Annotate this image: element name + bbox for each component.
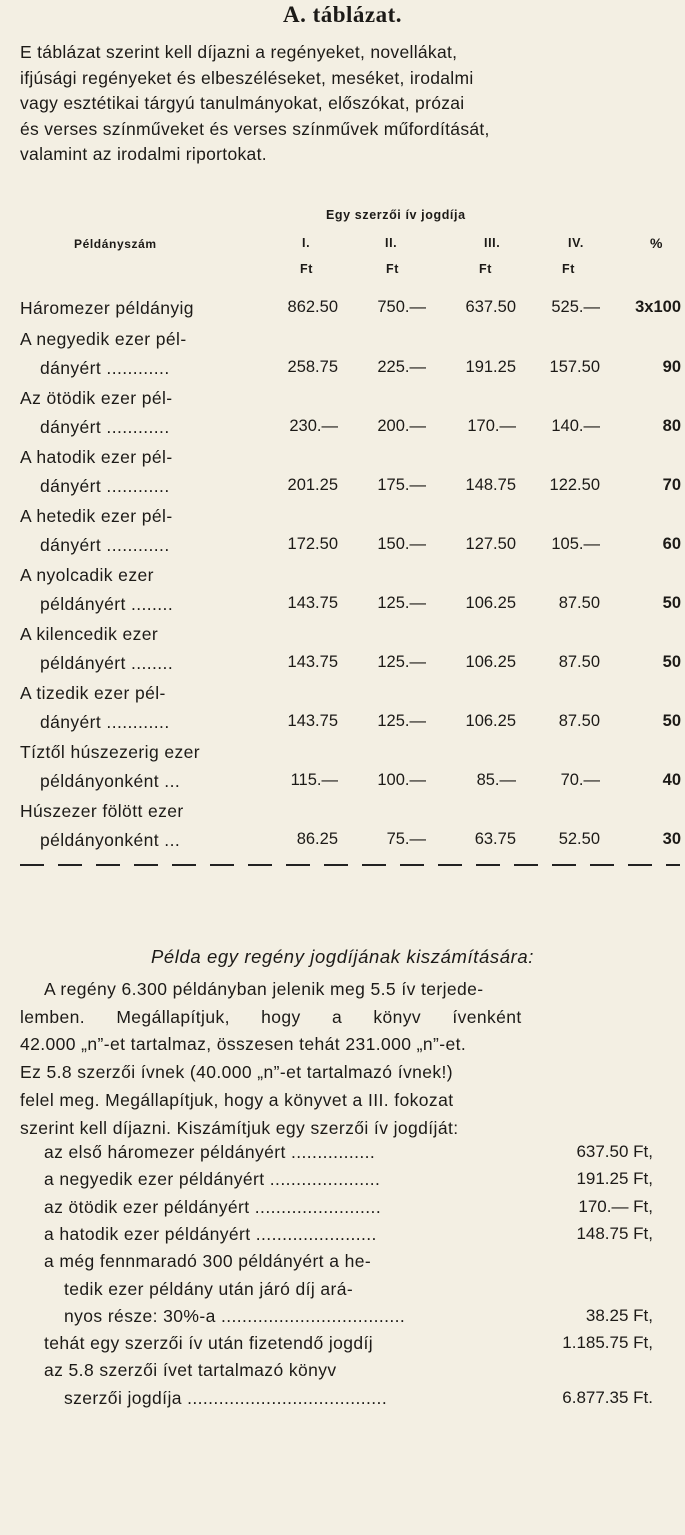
table-row-label: példányért ........: [40, 594, 174, 614]
table-cell: 637.50: [465, 298, 516, 316]
col-header-i: I.: [302, 236, 311, 250]
calc-value: 191.25 Ft,: [576, 1169, 653, 1189]
calc-line: az első háromezer példányért ................: [44, 1142, 376, 1162]
calc-value: 170.— Ft,: [578, 1196, 653, 1216]
calc-line: az 5.8 szerzői ívet tartalmazó könyv: [44, 1360, 337, 1381]
example-paragraph: [20, 976, 680, 1142]
table-cell: 143.75: [287, 653, 338, 671]
table-cell: 106.25: [465, 712, 516, 730]
table-row-label: dányért ............: [40, 535, 170, 555]
table-cell-percent: 3x100: [635, 298, 681, 316]
table-cell: 157.50: [549, 358, 600, 376]
table-cell: 862.50: [287, 298, 338, 316]
calc-line: a negyedik ezer példányért .....................: [44, 1169, 381, 1190]
table-row-label: A hetedik ezer pél-: [20, 505, 173, 526]
calc-line: nyos része: 30%-a ...................................: [64, 1305, 406, 1326]
para-line: lemben. Megállapítjuk, hogy a könyv ívenként: [20, 1006, 522, 1027]
table-cell: 87.50: [558, 653, 600, 671]
intro-line: E táblázat szerint kell díjazni a regényeket, novellákat,: [20, 42, 458, 62]
table-cell: 172.50: [287, 535, 338, 553]
intro-line: és verses színműveket és verses színművek műfordítását,: [20, 118, 490, 139]
table-title: A. táblázat.: [282, 2, 403, 27]
table-cell: 105.—: [551, 535, 600, 553]
table-cell: 85.—: [476, 771, 516, 789]
table-cell: 125.—: [377, 594, 426, 612]
table-row-label: Az ötödik ezer pél-: [20, 387, 173, 408]
table-cell-percent: 40: [662, 771, 681, 789]
table-cell: 750.—: [377, 298, 426, 316]
unit-i: Ft: [300, 262, 313, 276]
table-cell: 86.25: [296, 830, 338, 848]
col-header-ii: II.: [385, 236, 398, 250]
table-cell-percent: 90: [662, 358, 681, 376]
table-cell: 70.—: [560, 771, 600, 789]
group-header: Egy szerzői ív jogdíja: [326, 208, 466, 222]
para-line: Ez 5.8 szerzői ívnek (40.000 „n”-et tartalmazó ívnek!): [20, 1062, 454, 1083]
table-cell-percent: 50: [662, 712, 681, 730]
table-cell: 106.25: [465, 594, 516, 612]
calc-value: 148.75 Ft,: [576, 1223, 653, 1243]
table-cell: 170.—: [467, 417, 516, 435]
table-cell: 201.25: [287, 476, 338, 494]
table-cell: 63.75: [474, 830, 516, 848]
table-row-label: példányonként ...: [40, 771, 181, 791]
calc-value: 6.877.35 Ft.: [562, 1387, 653, 1407]
table-row-label: példányonként ...: [40, 830, 181, 850]
calc-line: tedik ezer példány után járó díj ará-: [64, 1278, 354, 1299]
calc-line: az ötödik ezer példányért ........................: [44, 1196, 382, 1217]
table-cell: 200.—: [377, 417, 426, 435]
table-cell: 143.75: [287, 594, 338, 612]
intro-line: ifjúsági regényeket és elbeszéléseket, meséket, irodalmi: [20, 67, 474, 88]
calc-value: 637.50 Ft,: [576, 1142, 653, 1161]
table-cell: 52.50: [558, 830, 600, 848]
table-cell: 87.50: [558, 712, 600, 730]
calc-line: tehát egy szerzői ív után fizetendő jogdíj: [44, 1333, 374, 1354]
intro-paragraph: [20, 40, 680, 168]
table-cell: 225.—: [377, 358, 426, 376]
table-cell: 143.75: [287, 712, 338, 730]
calc-value: 1.185.75 Ft,: [562, 1333, 653, 1353]
table-row-label: Húszezer fölött ezer: [20, 800, 184, 821]
table-cell: 258.75: [287, 358, 338, 376]
table-cell: 122.50: [549, 476, 600, 494]
table-row-label: Háromezer példányig: [20, 298, 194, 318]
para-line: szerint kell díjazni. Kiszámítjuk egy szerzői ív jogdíját:: [20, 1117, 459, 1138]
table-cell: 150.—: [377, 535, 426, 553]
calc-line: a hatodik ezer példányért .......................: [44, 1223, 377, 1244]
table-cell-percent: 80: [662, 417, 681, 435]
table-cell-percent: 60: [662, 535, 681, 553]
table-row-label: dányért ............: [40, 712, 170, 732]
table-cell: 115.—: [290, 771, 338, 789]
table-cell-percent: 30: [662, 830, 681, 848]
table-cell: 140.—: [551, 417, 600, 435]
table-row-label: A kilencedik ezer: [20, 623, 159, 644]
table-row-label: dányért ............: [40, 417, 170, 437]
table-cell-percent: 70: [662, 476, 681, 494]
para-line: felel meg. Megállapítjuk, hogy a könyvet a III. fokozat: [20, 1089, 454, 1110]
table-row-label: A hatodik ezer pél-: [20, 446, 173, 467]
table-row-label: példányért ........: [40, 653, 174, 673]
example-title: Példa egy regény jogdíjának kiszámítására:: [150, 946, 535, 967]
table-row-label: Tíztől húszezerig ezer: [20, 741, 200, 762]
table-row-label: dányért ............: [40, 476, 170, 496]
table-cell-percent: 50: [662, 594, 681, 612]
table-cell: 100.—: [377, 771, 426, 789]
col-header-pct: %: [650, 235, 664, 251]
table-cell: 525.—: [551, 298, 600, 316]
table-cell: 148.75: [465, 476, 516, 494]
table-cell: 230.—: [289, 417, 338, 435]
table-cell: 125.—: [377, 653, 426, 671]
intro-line: vagy esztétikai tárgyú tanulmányokat, előszókat, prózai: [20, 93, 465, 114]
para-line: 42.000 „n”-et tartalmaz, összesen tehát 231.000 „n”-et.: [20, 1034, 467, 1055]
unit-ii: Ft: [386, 262, 399, 276]
table-cell: 127.50: [465, 535, 516, 553]
table-cell: 106.25: [465, 653, 516, 671]
table-cell: 125.—: [377, 712, 426, 730]
table-cell: 87.50: [558, 594, 600, 612]
table-cell: 75.—: [386, 830, 426, 848]
dashed-divider: [20, 864, 680, 866]
table-cell: 191.25: [465, 358, 516, 376]
calc-line: szerzői jogdíja ......................................: [64, 1387, 388, 1408]
col-header-iii: III.: [484, 236, 501, 250]
unit-iv: Ft: [562, 262, 575, 276]
table-row-label: A nyolcadik ezer: [20, 564, 154, 585]
table-row-label: A negyedik ezer pél-: [20, 328, 187, 349]
calc-line: a még fennmaradó 300 példányért a he-: [44, 1251, 372, 1272]
col-header-iv: IV.: [568, 236, 584, 250]
table-cell: 175.—: [377, 476, 426, 494]
table-cell-percent: 50: [662, 653, 681, 671]
table-row-label: A tizedik ezer pél-: [20, 682, 166, 703]
table-row-label: dányért ............: [40, 358, 170, 378]
calc-value: 38.25 Ft,: [585, 1305, 653, 1325]
para-line: A regény 6.300 példányban jelenik meg 5.5 ív terjede-: [44, 979, 484, 999]
unit-iii: Ft: [479, 262, 492, 276]
col-label-header: Példányszám: [74, 237, 157, 251]
intro-line: valamint az irodalmi riportokat.: [20, 144, 267, 165]
